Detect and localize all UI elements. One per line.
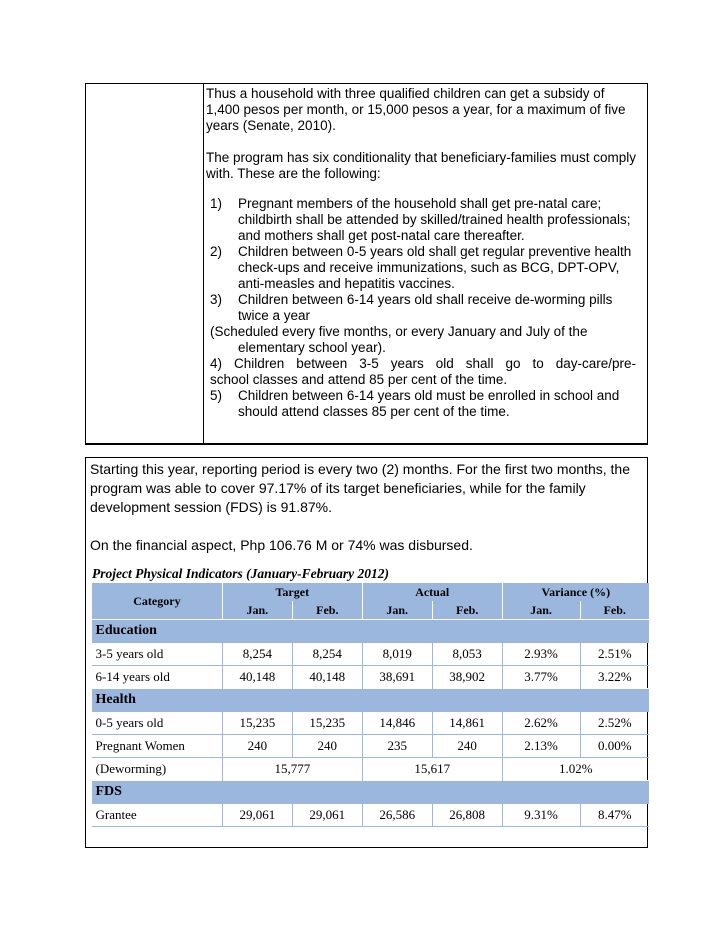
cell: 38,691	[362, 666, 432, 689]
cell: 26,808	[432, 804, 502, 827]
cell: 29,061	[222, 804, 292, 827]
section-row-education	[92, 620, 650, 643]
table-caption: Project Physical Indicators (January-February 2012)	[92, 566, 389, 581]
cell: 38,902	[432, 666, 502, 689]
coverage-paragraph: Starting this year, reporting period is every two (2) months. For the first two months, the program was able to cover 97.17% of its target beneficiaries, while for the family development session (FDS) is 91.87%.	[90, 461, 631, 515]
row-label: Pregnant Women	[92, 735, 223, 758]
section-label: Education	[92, 620, 650, 643]
cell: 8,019	[362, 643, 432, 666]
condition-number: 2)	[210, 244, 223, 259]
table-row	[92, 804, 650, 827]
month-header: Jan.	[222, 601, 292, 620]
section-label: FDS	[92, 781, 650, 804]
cell: 8,254	[222, 643, 292, 666]
cell: 1.02%	[502, 758, 649, 781]
section-row-fds	[92, 781, 650, 804]
table-row	[92, 735, 650, 758]
row-label: Grantee	[92, 804, 223, 827]
cell: 40,148	[292, 666, 362, 689]
row-label: (Deworming)	[92, 758, 223, 781]
schedule-note-line2: elementary school year).	[238, 340, 386, 355]
table-row	[92, 712, 650, 735]
month-header: Feb.	[292, 601, 362, 620]
cell: 2.51%	[580, 643, 649, 666]
column-divider	[203, 84, 204, 443]
cell: 8.47%	[580, 804, 649, 827]
cell: 240	[222, 735, 292, 758]
conditionality-intro: The program has six conditionality that beneficiary-families must comply with. These are the following:	[206, 150, 636, 181]
target-header: Target	[222, 583, 362, 601]
condition-number: 5)	[210, 388, 223, 403]
month-header: Feb.	[580, 601, 649, 620]
cell: 29,061	[292, 804, 362, 827]
condition-number: 3)	[210, 292, 223, 307]
section-label: Health	[92, 689, 650, 712]
condition-item	[206, 292, 636, 324]
condition-item	[206, 196, 636, 244]
cell: 3.22%	[580, 666, 649, 689]
actual-header: Actual	[362, 583, 502, 601]
condition-text: Pregnant members of the household shall get pre-natal care; childbirth shall be attended by skilled/trained health professionals; and mothers shall get post-natal care thereafter.	[238, 196, 631, 243]
cell: 3.77%	[502, 666, 580, 689]
cell: 15,777	[222, 758, 362, 781]
cell: 8,053	[432, 643, 502, 666]
cell: 15,617	[362, 758, 502, 781]
cell: 2.62%	[502, 712, 580, 735]
month-header: Feb.	[432, 601, 502, 620]
month-header: Jan.	[362, 601, 432, 620]
condition-4-line1: 4) Children between 3-5 years old shall go to day-care/pre-	[210, 356, 636, 371]
cell: 9.31%	[502, 804, 580, 827]
condition-text: Children between 6-14 years old must be enrolled in school and should attend classes 85 per cent of the time.	[238, 388, 620, 419]
month-header: Jan.	[502, 601, 580, 620]
report-summary-box	[85, 457, 648, 848]
table-row	[92, 643, 650, 666]
variance-header: Variance (%)	[502, 583, 649, 601]
cell: 240	[432, 735, 502, 758]
report-summary	[90, 460, 642, 555]
table-row	[92, 758, 650, 781]
cell: 15,235	[222, 712, 292, 735]
row-label: 6-14 years old	[92, 666, 223, 689]
program-description-box	[85, 83, 648, 445]
condition-item	[206, 244, 636, 292]
subsidy-paragraph: Thus a household with three qualified children can get a subsidy of 1,400 pesos per month, or 15,000 pesos a year, for a maximum of five years (Senate, 2010).	[206, 86, 626, 133]
schedule-note-line1: (Scheduled every five months, or every January and July of the	[210, 324, 588, 339]
condition-number: 1)	[210, 196, 223, 211]
condition-4-line2: school classes and attend 85 per cent of the time.	[210, 372, 508, 387]
table-row	[92, 666, 650, 689]
table-header-row	[92, 583, 650, 601]
cell: 8,254	[292, 643, 362, 666]
cell: 0.00%	[580, 735, 649, 758]
schedule-note	[206, 324, 636, 356]
cell: 235	[362, 735, 432, 758]
cell: 2.93%	[502, 643, 580, 666]
conditionality-list	[206, 196, 636, 420]
cell: 26,586	[362, 804, 432, 827]
cell: 14,861	[432, 712, 502, 735]
condition-text: Children between 6-14 years old shall receive de-worming pills twice a year	[238, 292, 613, 323]
cell: 15,235	[292, 712, 362, 735]
cell: 14,846	[362, 712, 432, 735]
cell: 240	[292, 735, 362, 758]
section-row-health	[92, 689, 650, 712]
physical-indicators-table	[91, 583, 649, 827]
condition-item-4	[206, 356, 636, 388]
row-label: 0-5 years old	[92, 712, 223, 735]
cell: 2.52%	[580, 712, 649, 735]
category-header: Category	[92, 583, 223, 620]
program-description	[206, 86, 636, 420]
condition-text: Children between 0-5 years old shall get regular preventive health check-ups and receive immunizations, such as BCG, DPT-OPV, anti-measles and hepatitis vaccines.	[238, 244, 632, 291]
financial-paragraph: On the financial aspect, Php 106.76 M or 74% was disbursed.	[90, 537, 473, 553]
row-label: 3-5 years old	[92, 643, 223, 666]
condition-item	[206, 388, 636, 420]
cell: 2.13%	[502, 735, 580, 758]
cell: 40,148	[222, 666, 292, 689]
